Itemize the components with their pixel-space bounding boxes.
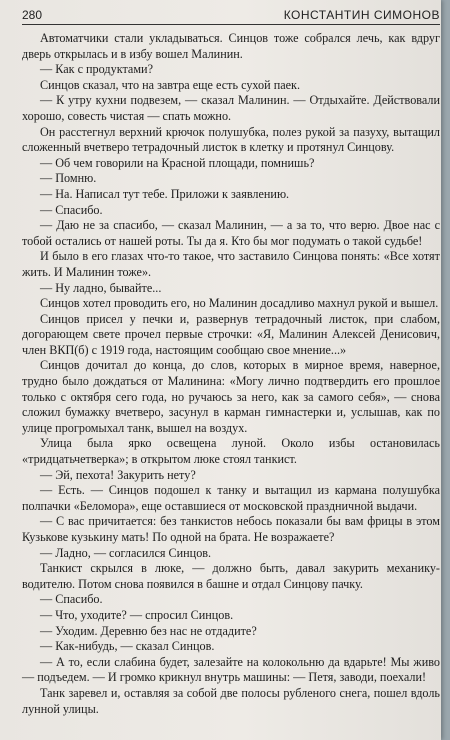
paragraph: — Как с продуктами? (40, 62, 153, 77)
paragraph: Танк заревел и, оставляя за собой две полосы рубленого снега, пошел вдоль лунной улицы. (22, 685, 440, 716)
body-text (22, 31, 440, 717)
paragraph: Синцов присел у печки и, развернув тетрадочный листок, при слабом, догорающем свете прочел первые строчки: «Я, Малинин Алексей Денисович, член ВКП(б) с 1919 года, настоящим сообщаю свое мнение...» (22, 311, 440, 357)
paragraph: — Что, уходите? — спросил Синцов. (40, 607, 234, 622)
paragraph: — К утру кухни подвезем, — сказал Малинин. — Отдыхайте. Действовали хорошо, совесть чистая — спать можно. (22, 93, 440, 123)
paragraph: Улица была ярко освещена луной. Около избы остановилась «тридцатьчетверка»; в открытом люке стоял танкист. (22, 436, 440, 467)
paragraph: И было в его глазах что-то такое, что заставило Синцова понять: «Все хотят жить. И Малинин тоже». (22, 249, 440, 279)
paragraph: — Уходим. Деревню без нас не отдадите? (40, 623, 257, 638)
paragraph: — Спасибо. (40, 592, 103, 607)
running-head: КОНСТАНТИН СИМОНОВ (283, 8, 440, 22)
paragraph: — Помню. (40, 171, 97, 186)
paragraph: — А то, если слабина будет, залезайте на колокольню да вдарьте! Мы живо — подъедем. — И громко крикнул внутрь машины: — Петя, заводи, поехали! (22, 654, 440, 685)
paragraph: Синцов сказал, что на завтра еще есть сухой паек. (40, 77, 301, 92)
paragraph: Он расстегнул верхний крючок полушубка, полез рукой за пазуху, вытащил сложенный вчетверо тетрадочный листок в клетку и протянул Синцову. (22, 124, 440, 155)
paragraph: — Как-нибудь, — сказал Синцов. (40, 639, 215, 654)
paragraph: — Ну ладно, бывайте... (40, 280, 162, 295)
paragraph: — Даю не за спасибо, — сказал Малинин, — а за то, что верю. Двое нас с тобой остались от нашей роты. Ты да я. Кто бы мог подумать о такой судьбе! (22, 218, 440, 248)
paragraph: Танкист скрылся в люке, — должно быть, давал закурить механику-водителю. Потом снова появился в башне и отдал Синцову пачку. (22, 561, 440, 591)
paragraph: Автоматчики стали укладываться. Синцов тоже собрался лечь, как вдруг дверь открылась и в избу вошел Малинин. (22, 31, 440, 61)
paragraph: — С вас причитается: без танкистов небось показали бы вам фрицы в этом Кузькове кузькину мать! По одной на брата. Не возражаете? (22, 514, 440, 544)
page-header (22, 8, 440, 25)
paragraph: — Об чем говорили на Красной площади, помнишь? (40, 155, 315, 170)
paragraph: — На. Написал тут тебе. Приложи к заявлению. (40, 186, 290, 201)
page-number: 280 (22, 8, 43, 22)
paragraph: — Эй, пехота! Закурить нету? (40, 467, 196, 482)
paragraph: Синцов хотел проводить его, но Малинин досадливо махнул рукой и вышел. (40, 296, 439, 311)
paragraph: Синцов дочитал до конца, до слов, которых в мирное время, наверное, трудно было дождаться от Малинина: «Могу лично подтвердить его прошлое только с октября сего года, но ручаюсь за него, как за самого себя», — снова сложил бумажку вчетверо, засунул в карман гимнастерки и, услышав, как по улице прогромыхал танк, вышел на воздух. (22, 358, 440, 435)
paragraph: — Есть. — Синцов подошел к танку и вытащил из кармана полушубка полпачки «Беломора», еще оставшиеся от московской праздничной выдачи. (22, 483, 440, 513)
paragraph: — Ладно, — согласился Синцов. (40, 545, 212, 560)
paragraph: — Спасибо. (40, 202, 103, 217)
